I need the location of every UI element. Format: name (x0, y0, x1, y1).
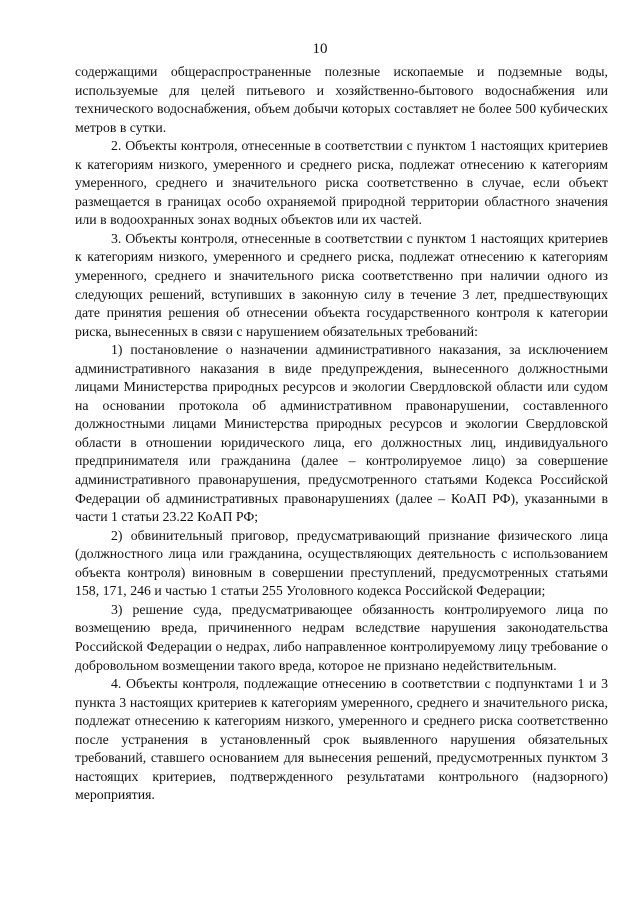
page-number: 10 (312, 41, 328, 57)
paragraph-item-3: 3. Объекты контроля, отнесенные в соответствии с пунктом 1 настоящих критериев к категориям низкого, умеренного и среднего риска, подлежат отнесению к категориям умеренного, среднего и значительного риска соответственно при наличии одного из следующих решений, вступивших в законную силу в течение 3 лет, предшествующих дате принятия решения об отнесении объекта государственного контроля к категории риска, вынесенных в связи с нарушением обязательных требований: (75, 230, 608, 339)
paragraph-continuation: содержащими общераспространенные полезные ископаемые и подземные воды, используемые для целей питьевого и хозяйственно-бытового водоснабжения или технического водоснабжения, объем добычи которых составляет не более 500 кубических метров в сутки. (75, 64, 608, 135)
paragraph-item-2: 2. Объекты контроля, отнесенные в соответствии с пунктом 1 настоящих критериев к категориям низкого, умеренного и среднего риска, подлежат отнесению к категориям умеренного, среднего и значительного риска соответственно в случае, если объект размещается в границах особо охраняемой природной территории областного значения или в водоохранных зонах водных объектов или их частей. (75, 138, 608, 228)
document-body (75, 63, 608, 805)
subparagraph-1: 1) постановление о назначении административного наказания, за исключением административного наказания в виде предупреждения, вынесенного должностными лицами Министерства природных ресурсов и экологии Свердловской области или судом на основании протокола об административном правонарушении, составленного должностными лицами Министерства природных ресурсов и экологии Свердловской области в отношении юридического лица, его должностных лиц, индивидуального предпринимателя или гражданина (далее – контролируемое лицо) за совершение административного правонарушения, предусмотренного статьями Кодекса Российской Федерации об административных правонарушениях (далее – КоАП РФ), указанными в части 1 статьи 23.22 КоАП РФ; (75, 342, 608, 525)
subparagraph-3: 3) решение суда, предусматривающее обязанность контролируемого лица по возмещению вреда, причиненного недрам вследствие нарушения законодательства Российской Федерации о недрах, либо направленное контролируемому лицу требование о добровольном возмещении такого вреда, которое не признано недействительным. (75, 601, 608, 673)
subparagraph-2: 2) обвинительный приговор, предусматривающий признание физического лица (должностного лица или гражданина, осуществляющих деятельность с использованием объекта контроля) виновным в совершении преступлений, предусмотренных статьями 158, 171, 246 и частью 1 статьи 255 Уголовного кодекса Российской Федерации; (75, 527, 608, 599)
paragraph-item-4: 4. Объекты контроля, подлежащие отнесению в соответствии с подпунктами 1 и 3 пункта 3 настоящих критериев к категориям умеренного, среднего и значительного риска, подлежат отнесению к категориям низкого, умеренного и среднего риска соответственно после устранения в установленный срок выявленного нарушения обязательных требований, ставшего основанием для вынесения решений, предусмотренных пунктом 3 настоящих критериев, подтвержденного результатами контрольного (надзорного) мероприятия. (75, 676, 608, 803)
